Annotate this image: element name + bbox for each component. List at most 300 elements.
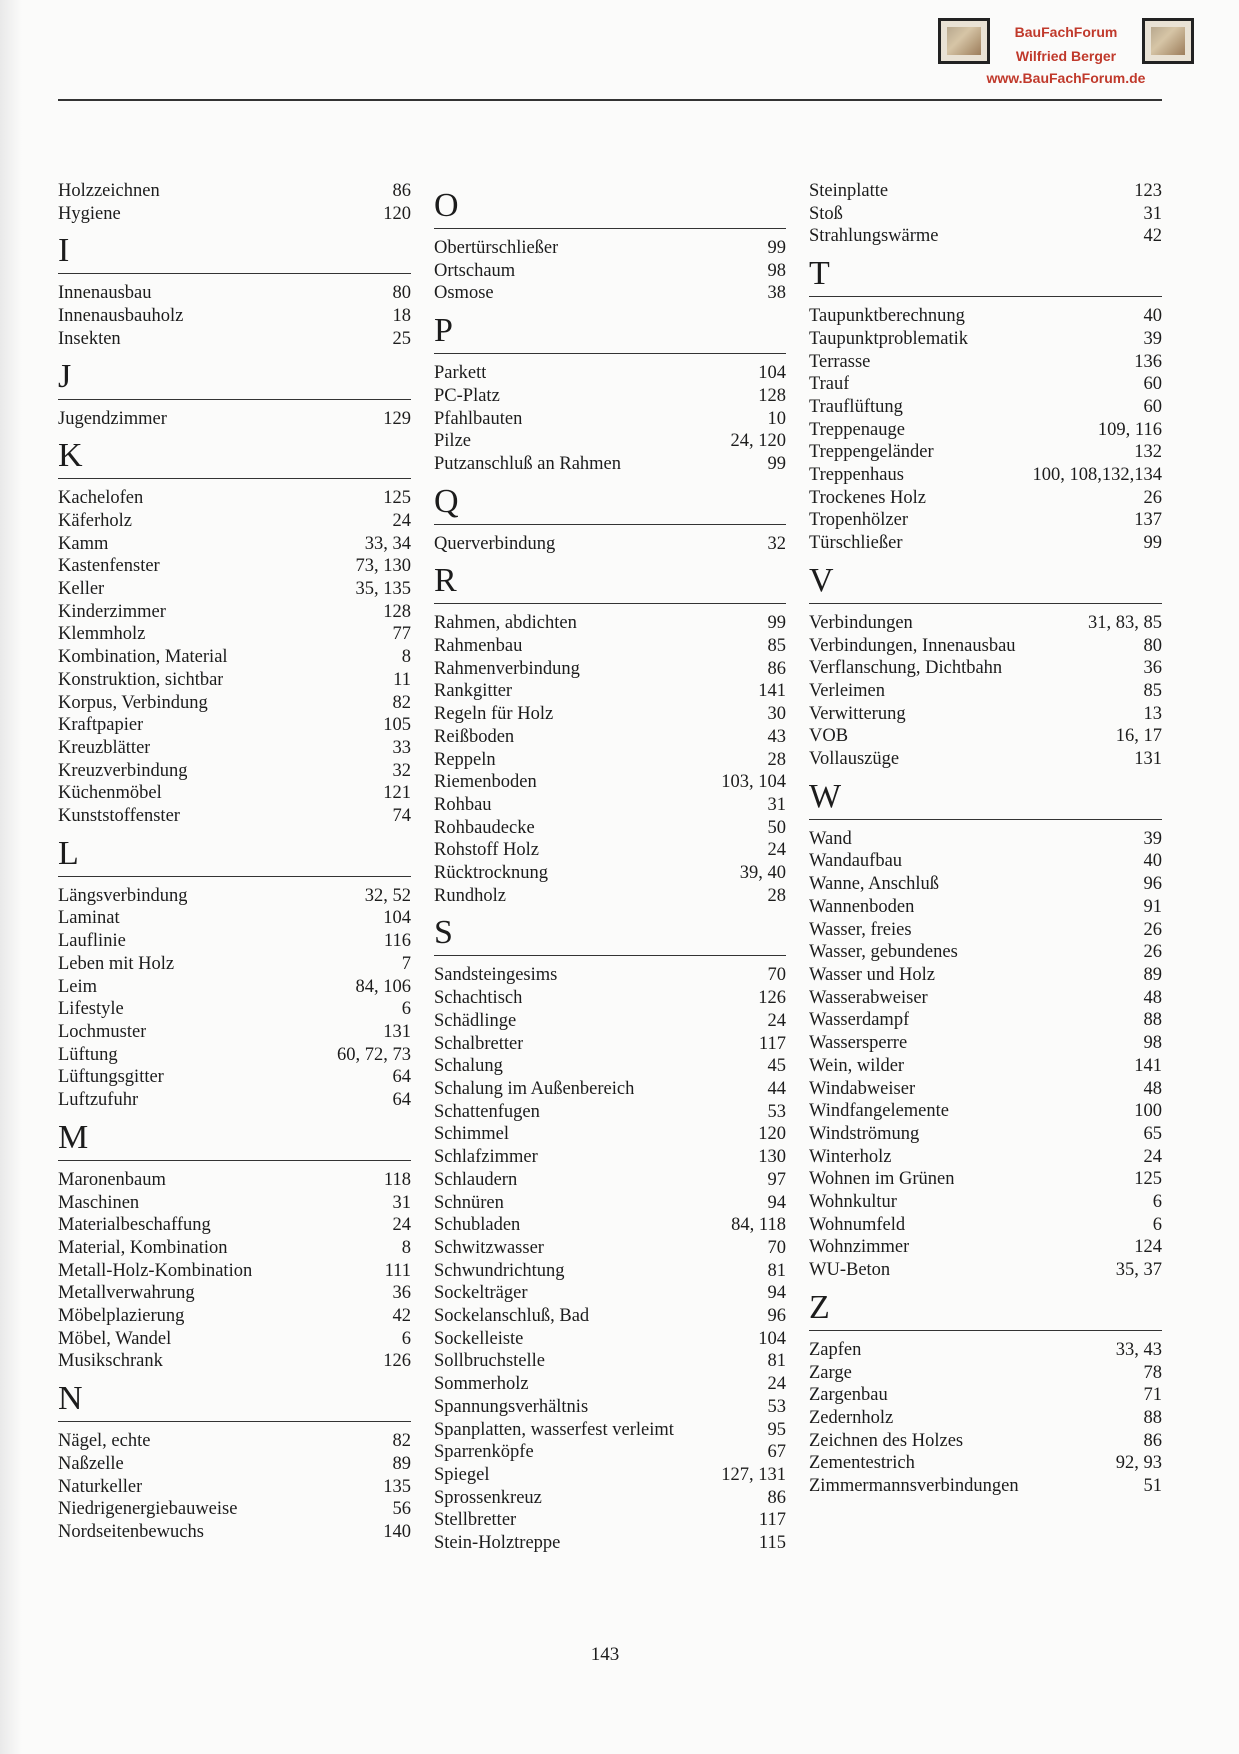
index-term: Verwitterung	[809, 703, 906, 724]
index-page-refs: 65	[1143, 1123, 1162, 1144]
index-term: Leim	[58, 976, 98, 997]
index-term: Musikschrank	[58, 1351, 163, 1372]
index-entry	[434, 1350, 786, 1373]
index-entry	[58, 805, 411, 828]
scan-edge-shadow	[0, 0, 22, 1754]
index-page-refs: 131	[1134, 749, 1162, 770]
index-entry	[58, 692, 411, 715]
index-page-refs: 105	[383, 715, 411, 736]
index-term: Spannungsverhältnis	[434, 1396, 589, 1417]
index-term: Schlaudern	[434, 1169, 518, 1190]
index-term: Windfangelemente	[809, 1101, 949, 1122]
index-page-refs: 60	[1143, 396, 1162, 417]
index-term: Schachtisch	[434, 988, 523, 1009]
index-term: Strahlungswärme	[809, 226, 939, 247]
index-entry	[434, 1214, 786, 1237]
section-letter: N	[58, 1379, 411, 1422]
index-term: Kombination, Material	[58, 647, 228, 668]
index-page-refs: 28	[767, 885, 786, 906]
index-entry	[58, 1044, 411, 1067]
index-column-3	[809, 180, 1162, 1498]
index-term: Schwundrichtung	[434, 1260, 565, 1281]
index-term: Rohbau	[434, 794, 492, 815]
index-page-refs: 91	[1143, 896, 1162, 917]
index-entry	[434, 1509, 786, 1532]
index-term: Steinplatte	[809, 181, 889, 201]
index-term: Windabweiser	[809, 1078, 916, 1099]
index-term: Rundholz	[434, 885, 506, 906]
index-entry	[58, 885, 411, 908]
index-term: Taupunktproblematik	[809, 328, 969, 349]
index-term: Wasserdampf	[809, 1010, 910, 1031]
index-entry	[434, 771, 786, 794]
index-entry	[434, 1078, 786, 1101]
index-entry	[434, 1464, 786, 1487]
index-entry	[809, 396, 1162, 419]
index-page-refs: 124	[1134, 1237, 1162, 1258]
index-term: Osmose	[434, 283, 494, 304]
index-entry	[809, 203, 1162, 226]
section-letter: L	[58, 834, 411, 877]
index-page-refs: 99	[767, 453, 786, 474]
index-term: Schnüren	[434, 1192, 504, 1213]
index-term: Verbindungen	[809, 612, 913, 633]
index-entry	[434, 260, 786, 283]
index-page-refs: 109, 116	[1097, 419, 1162, 440]
index-entry	[809, 657, 1162, 680]
index-entry	[434, 408, 786, 431]
index-entry	[58, 782, 411, 805]
index-term: Winterholz	[809, 1146, 892, 1167]
index-entry	[58, 953, 411, 976]
index-entry	[434, 1373, 786, 1396]
index-term: Schlafzimmer	[434, 1147, 538, 1168]
index-page-refs: 88	[1143, 1010, 1162, 1031]
index-entry	[809, 1009, 1162, 1032]
index-entry	[58, 555, 411, 578]
index-entry	[58, 669, 411, 692]
index-term: Lüftung	[58, 1044, 118, 1065]
index-page-refs: 131	[383, 1021, 411, 1042]
index-entry	[434, 749, 786, 772]
section-letter: P	[434, 311, 786, 354]
index-term: Wein, wilder	[809, 1055, 905, 1076]
index-term: Rankgitter	[434, 681, 513, 702]
index-page-refs: 33	[392, 737, 411, 758]
index-term: Spiegel	[434, 1464, 490, 1485]
index-page-refs: 86	[767, 658, 786, 679]
index-entry	[434, 987, 786, 1010]
index-term: Wasser, gebundenes	[809, 942, 958, 963]
index-page-refs: 127, 131	[721, 1464, 786, 1485]
index-page-refs: 24	[767, 1010, 786, 1031]
index-term: Zementestrich	[809, 1453, 915, 1474]
index-page-refs: 31	[1143, 203, 1162, 224]
index-term: Nägel, echte	[58, 1431, 151, 1452]
logo-line1: BauFachForum	[1014, 24, 1118, 40]
index-term: Riemenboden	[434, 772, 537, 793]
index-entry	[434, 1282, 786, 1305]
index-page-refs: 98	[767, 260, 786, 281]
index-entry	[434, 703, 786, 726]
index-page-refs: 16, 17	[1115, 726, 1162, 747]
index-term: VOB	[809, 726, 849, 747]
index-term: Zarge	[809, 1362, 852, 1383]
index-term: Wohnen im Grünen	[809, 1169, 955, 1190]
index-term: Wohnkultur	[809, 1192, 897, 1213]
index-entry	[809, 612, 1162, 635]
index-term: Schattenfugen	[434, 1101, 540, 1122]
index-term: Rahmen, abdichten	[434, 613, 577, 634]
index-page-refs: 10	[767, 408, 786, 429]
index-term: Kreuzverbindung	[58, 760, 188, 781]
index-term: Querverbindung	[434, 533, 556, 554]
index-term: Putzanschluß an Rahmen	[434, 453, 622, 474]
index-entry	[434, 1055, 786, 1078]
index-term: Kreuzblätter	[58, 737, 151, 758]
index-term: Wasserabweiser	[809, 987, 928, 1008]
index-page-refs: 94	[767, 1283, 786, 1304]
index-page-refs: 123	[1134, 181, 1162, 201]
index-entry	[809, 896, 1162, 919]
index-page-refs: 8	[401, 647, 411, 668]
index-term: Lauflinie	[58, 931, 126, 952]
index-term: Ortschaum	[434, 260, 516, 281]
index-entry	[809, 1123, 1162, 1146]
index-page-refs: 60, 72, 73	[337, 1044, 411, 1065]
index-page-refs: 44	[767, 1078, 786, 1099]
index-page-refs: 86	[392, 181, 411, 201]
index-entry	[58, 737, 411, 760]
index-term: Material, Kombination	[58, 1237, 228, 1258]
index-page-refs: 137	[1134, 510, 1162, 531]
index-page-refs: 24, 120	[730, 431, 786, 452]
index-term: Trauflüftung	[809, 396, 903, 417]
index-entry	[58, 1430, 411, 1453]
index-entry	[809, 1078, 1162, 1101]
index-term: Wanne, Anschluß	[809, 874, 940, 895]
index-term: Schwitzwasser	[434, 1237, 544, 1258]
index-term: Pilze	[434, 431, 471, 452]
index-entry	[58, 533, 411, 556]
index-entry	[809, 748, 1162, 771]
index-entry	[58, 1476, 411, 1499]
index-entry	[809, 987, 1162, 1010]
index-page-refs: 39	[1143, 828, 1162, 849]
index-entry	[809, 351, 1162, 374]
index-page-refs: 98	[1143, 1033, 1162, 1054]
index-term: Lochmuster	[58, 1021, 147, 1042]
index-entry	[434, 635, 786, 658]
section-letter: V	[809, 561, 1162, 604]
index-page-refs: 103, 104	[721, 772, 786, 793]
index-term: Sollbruchstelle	[434, 1351, 545, 1372]
index-page-refs: 36	[392, 1283, 411, 1304]
index-page-refs: 42	[1143, 226, 1162, 247]
index-term: Obertürschließer	[434, 238, 559, 258]
index-term: Terrasse	[809, 351, 871, 372]
index-entry	[809, 919, 1162, 942]
index-entry	[58, 1350, 411, 1373]
index-page-refs: 121	[383, 783, 411, 804]
index-page-refs: 42	[392, 1306, 411, 1327]
index-page-refs: 33, 34	[364, 533, 411, 554]
index-term: Wandaufbau	[809, 851, 903, 872]
index-entry	[434, 1328, 786, 1351]
index-entry	[434, 862, 786, 885]
index-entry	[809, 1168, 1162, 1191]
index-entry	[58, 1021, 411, 1044]
index-entry	[58, 930, 411, 953]
index-page-refs: 141	[758, 681, 786, 702]
index-term: Maronenbaum	[58, 1169, 166, 1190]
index-entry	[809, 1146, 1162, 1169]
index-entry	[809, 1475, 1162, 1498]
index-page-refs: 31	[392, 1192, 411, 1213]
index-entry	[58, 1498, 411, 1521]
index-term: Verflanschung, Dichtbahn	[809, 658, 1003, 679]
index-entry	[809, 487, 1162, 510]
section-letter: S	[434, 913, 786, 956]
index-page-refs: 80	[1143, 635, 1162, 656]
index-entry	[434, 794, 786, 817]
index-entry	[434, 1033, 786, 1056]
index-term: Schalbretter	[434, 1033, 524, 1054]
index-page-refs: 33, 43	[1115, 1339, 1162, 1360]
index-entry	[809, 828, 1162, 851]
index-entry	[434, 1396, 786, 1419]
index-page-refs: 51	[1143, 1476, 1162, 1497]
index-term: Möbel, Wandel	[58, 1328, 172, 1349]
index-entry	[58, 1453, 411, 1476]
index-entry	[434, 1260, 786, 1283]
index-entry	[434, 1123, 786, 1146]
index-entry	[809, 1032, 1162, 1055]
index-page-refs: 77	[392, 624, 411, 645]
index-page-refs: 118	[383, 1169, 411, 1190]
index-page-refs: 71	[1143, 1385, 1162, 1406]
index-entry	[809, 305, 1162, 328]
index-page-refs: 126	[383, 1351, 411, 1372]
index-page-refs: 39	[1143, 328, 1162, 349]
logo-url: www.BauFachForum.de	[986, 70, 1146, 86]
index-term: Holzzeichnen	[58, 181, 160, 201]
index-entry	[434, 533, 786, 556]
section-letter: K	[58, 436, 411, 479]
index-term: Rohstoff Holz	[434, 840, 540, 861]
index-page-refs: 43	[767, 726, 786, 747]
index-page-refs: 96	[767, 1306, 786, 1327]
index-entry	[434, 1169, 786, 1192]
index-page-refs: 104	[758, 1328, 786, 1349]
index-page-refs: 120	[758, 1124, 786, 1145]
index-page-refs: 60	[1143, 374, 1162, 395]
index-page-refs: 136	[1134, 351, 1162, 372]
index-term: Sprossenkreuz	[434, 1487, 542, 1508]
index-term: Keller	[58, 579, 105, 600]
index-page-refs: 135	[383, 1476, 411, 1497]
index-term: Wasser und Holz	[809, 964, 935, 985]
index-term: Parkett	[434, 363, 487, 384]
index-entry	[58, 601, 411, 624]
index-page-refs: 81	[767, 1260, 786, 1281]
index-term: Rücktrocknung	[434, 863, 549, 884]
index-entry	[809, 873, 1162, 896]
index-page-refs: 80	[392, 283, 411, 304]
index-term: Kinderzimmer	[58, 601, 166, 622]
index-entry	[58, 1305, 411, 1328]
index-page-refs: 31	[767, 794, 786, 815]
index-term: Schalung im Außenbereich	[434, 1078, 635, 1099]
index-page-refs: 39, 40	[739, 863, 786, 884]
index-page-refs: 11	[393, 669, 411, 690]
index-term: Insekten	[58, 328, 121, 349]
index-page-refs: 100	[1134, 1101, 1162, 1122]
index-entry	[434, 385, 786, 408]
index-entry	[58, 328, 411, 351]
index-page-refs: 125	[1134, 1169, 1162, 1190]
index-entry	[434, 282, 786, 305]
section-letter: O	[434, 186, 786, 229]
index-entry	[58, 1089, 411, 1112]
index-entry	[434, 1441, 786, 1464]
index-entry	[58, 408, 411, 431]
index-term: Zedernholz	[809, 1407, 894, 1428]
index-page-refs: 99	[767, 238, 786, 258]
index-entry	[809, 1362, 1162, 1385]
index-term: Laminat	[58, 908, 120, 929]
logo-text	[990, 18, 1142, 68]
index-page-refs: 84, 106	[355, 976, 411, 997]
index-entry	[58, 1066, 411, 1089]
index-term: Türschließer	[809, 533, 903, 554]
index-page-refs: 85	[1143, 680, 1162, 701]
index-entry	[58, 487, 411, 510]
index-entry	[434, 1419, 786, 1442]
index-page-refs: 24	[767, 840, 786, 861]
index-entry	[434, 1532, 786, 1555]
index-page-refs: 35, 37	[1115, 1260, 1162, 1281]
index-term: Küchenmöbel	[58, 783, 162, 804]
index-entry	[809, 850, 1162, 873]
index-term: Schimmel	[434, 1124, 510, 1145]
index-entry	[809, 328, 1162, 351]
index-term: Korpus, Verbindung	[58, 692, 208, 713]
index-entry	[58, 1237, 411, 1260]
index-entry	[809, 1339, 1162, 1362]
index-term: Treppenauge	[809, 419, 905, 440]
index-entry	[58, 646, 411, 669]
index-page-refs: 84, 118	[731, 1215, 786, 1236]
index-page-refs: 32, 52	[364, 885, 411, 906]
index-page-refs: 95	[767, 1419, 786, 1440]
index-term: Reppeln	[434, 749, 496, 770]
index-page-refs: 111	[384, 1260, 411, 1281]
index-page-refs: 100, 108,132,134	[1032, 465, 1162, 486]
logo-image-left	[938, 18, 990, 64]
index-term: Kunststoffenster	[58, 806, 180, 827]
index-page-refs: 6	[401, 1328, 411, 1349]
index-entry	[809, 509, 1162, 532]
index-term: Regeln für Holz	[434, 704, 554, 725]
index-term: Zapfen	[809, 1339, 862, 1360]
index-entry	[58, 203, 411, 226]
index-page-refs: 40	[1143, 851, 1162, 872]
index-page-refs: 48	[1143, 987, 1162, 1008]
index-term: Treppenhaus	[809, 465, 904, 486]
index-term: Wohnumfeld	[809, 1214, 906, 1235]
index-page-refs: 70	[767, 1237, 786, 1258]
index-page-refs: 88	[1143, 1407, 1162, 1428]
index-page-refs: 126	[758, 988, 786, 1009]
index-term: Zargenbau	[809, 1385, 888, 1406]
index-term: Sparrenköpfe	[434, 1442, 534, 1463]
index-page-refs: 104	[383, 908, 411, 929]
index-term: WU-Beton	[809, 1260, 891, 1281]
index-term: Zimmermannsverbindungen	[809, 1476, 1019, 1497]
index-entry	[434, 362, 786, 385]
index-term: Windströmung	[809, 1123, 920, 1144]
index-term: Innenausbau	[58, 283, 152, 304]
index-page-refs: 132	[1134, 442, 1162, 463]
index-page-refs: 64	[392, 1067, 411, 1088]
index-page-refs: 36	[1143, 658, 1162, 679]
index-entry	[58, 1282, 411, 1305]
index-term: Lüftungsgitter	[58, 1067, 164, 1088]
index-page-refs: 81	[767, 1351, 786, 1372]
index-term: Metallverwahrung	[58, 1283, 195, 1304]
index-term: Wand	[809, 828, 852, 849]
index-term: Materialbeschaffung	[58, 1215, 211, 1236]
index-term: Rahmenverbindung	[434, 658, 580, 679]
index-term: Jugendzimmer	[58, 408, 167, 429]
index-entry	[58, 1169, 411, 1192]
index-entry	[58, 1260, 411, 1283]
index-term: Maschinen	[58, 1192, 140, 1213]
index-page-refs: 89	[392, 1453, 411, 1474]
index-term: Stein-Holztreppe	[434, 1533, 561, 1554]
logo-line2: Wilfried Berger	[1015, 48, 1117, 64]
index-term: Wannenboden	[809, 896, 915, 917]
index-entry	[58, 714, 411, 737]
index-term: Metall-Holz-Kombination	[58, 1260, 253, 1281]
index-page-refs: 18	[392, 306, 411, 327]
index-term: Niedrigenergiebauweise	[58, 1499, 238, 1520]
index-page-refs: 116	[383, 931, 411, 952]
index-page-refs: 115	[758, 1533, 786, 1554]
section-letter: J	[58, 357, 411, 400]
index-term: Zeichnen des Holzes	[809, 1430, 964, 1451]
index-page-refs: 141	[1134, 1055, 1162, 1076]
index-page-refs: 74	[392, 806, 411, 827]
index-entry	[809, 1100, 1162, 1123]
index-entry	[434, 839, 786, 862]
index-page-refs: 25	[392, 328, 411, 349]
index-term: Lifestyle	[58, 999, 124, 1020]
index-page-refs: 26	[1143, 942, 1162, 963]
index-term: Sockelanschluß, Bad	[434, 1306, 590, 1327]
index-page-refs: 7	[401, 953, 411, 974]
index-term: Stellbretter	[434, 1510, 517, 1531]
index-page-refs: 97	[767, 1169, 786, 1190]
index-page-refs: 129	[383, 408, 411, 429]
section-letter: R	[434, 561, 786, 604]
index-term: Sockelleiste	[434, 1328, 524, 1349]
index-page-refs: 35, 135	[355, 579, 411, 600]
section-letter: W	[809, 777, 1162, 820]
index-entry	[58, 907, 411, 930]
index-page-refs: 8	[401, 1237, 411, 1258]
